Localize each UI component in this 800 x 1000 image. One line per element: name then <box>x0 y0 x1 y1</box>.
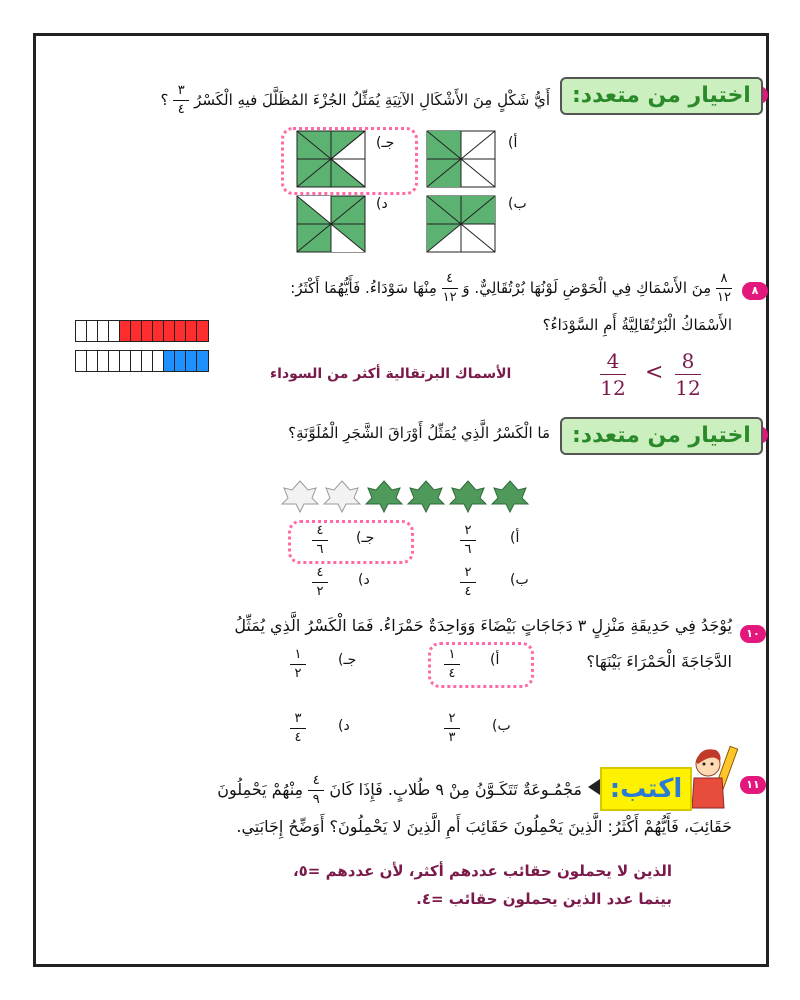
frac-num: ٢ <box>448 711 456 726</box>
question-9-text: مَا الْكَسْرُ الَّذِي يُمَثِّلُ أَوْرَاقَ الشَّجَرِ الْمُلَوَّنَةِ؟ <box>288 424 550 442</box>
frac-den: ٤ <box>448 666 456 681</box>
frac-num: ١ <box>294 647 302 662</box>
leaf-icon-green <box>408 481 444 512</box>
question-7-sentence: أَيُّ شَكْلٍ مِنَ الأَشْكَالِ الآتِيَةِ يُمَثِّلُ الجُزْءَ المُظَلَّلَ فيهِ الْكَسْرُ <box>194 91 550 109</box>
compare-right-fraction <box>675 350 701 399</box>
frac-num: ٤ <box>312 773 320 788</box>
option-label-d: د) <box>338 718 350 734</box>
leaf-icon-green <box>366 481 402 512</box>
frac-num: ٤ <box>446 271 454 286</box>
frac-num: 8 <box>681 349 695 373</box>
frac-num: ٤ <box>316 523 324 538</box>
frac-num: ١ <box>448 647 456 662</box>
fraction-figure-d <box>296 195 366 253</box>
frac-num: ٤ <box>316 565 324 580</box>
fish-strip-orange <box>75 320 209 342</box>
question-10-line1: يُوْجَدُ فِي حَدِيقَةِ مَنْزِلٍ ٣ دَجَاجَاتٍ بَيْضَاءَ وَوَاحِدَةٌ حَمْرَاءُ. فَمَا الْكَسْرُ الَّذِي يُمَثِّلُ <box>234 616 732 635</box>
option-b-fraction <box>460 566 476 599</box>
option-label-c: جـ) <box>338 652 357 668</box>
frac-den: ٤ <box>464 584 472 599</box>
arrow-icon <box>588 779 600 795</box>
question-7-text <box>161 84 550 117</box>
question-number-11: ١١ <box>740 776 766 794</box>
question-8-sentence-b: مِنْهَا سَوْدَاءُ. فَأَيُّهُمَا أَكْثَرُ: <box>290 279 437 297</box>
option-label-b: ب) <box>492 718 511 734</box>
question-8-answer: الأسماك البرتقالية أكثر من السوداء <box>270 366 512 382</box>
frac-den: ٩ <box>312 792 320 807</box>
frac-num: 4 <box>606 349 620 373</box>
frac-den: ٣ <box>448 730 456 745</box>
option-label-b: ب) <box>508 196 527 212</box>
fraction-figure-a <box>426 130 496 188</box>
question-11-answer-line2: بينما عدد الذين يحملون حقائب =٤. <box>416 890 672 908</box>
leaves-row <box>280 478 530 514</box>
question-mark: ؟ <box>160 91 169 109</box>
multiple-choice-tag: اختيار من متعدد: <box>560 417 763 455</box>
option-label-a: أ) <box>508 135 518 151</box>
fraction-figure-b <box>426 195 496 253</box>
compare-left-fraction <box>600 350 626 399</box>
fish-strip-black <box>75 350 209 372</box>
frac-den: ٦ <box>464 542 472 557</box>
fraction-figure-c <box>296 130 366 188</box>
leaf-icon-green <box>492 481 528 512</box>
option-c-fraction <box>290 648 306 681</box>
leaf-icon-outline <box>324 481 360 512</box>
compare-operator: < <box>645 360 664 385</box>
frac-num: ٣ <box>294 711 302 726</box>
question-11-sentence-b: مِنْهُمْ يَحْمِلُونَ <box>217 780 304 799</box>
option-d-fraction <box>312 566 328 599</box>
leaf-icon-green <box>450 481 486 512</box>
frac-num: ٣ <box>177 83 185 98</box>
frac-den: 12 <box>675 376 701 400</box>
question-11-sentence-a: مَجْمُـوعَةٌ تَتَكَـوَّنُ مِنْ ٩ طُلابٍ. فَإِذَا كَانَ <box>329 780 582 799</box>
option-label-b: ب) <box>510 572 529 588</box>
multiple-choice-tag: اختيار من متعدد: <box>560 77 763 115</box>
frac-den: ٦ <box>316 542 324 557</box>
option-label-d: د) <box>376 196 388 212</box>
question-10-line2: الدَّجَاجَةَ الْحَمْرَاءَ بَيْنَهَا؟ <box>586 652 732 671</box>
option-a-fraction <box>460 524 476 557</box>
frac-den: ١٢ <box>442 290 457 305</box>
frac-num: ٨ <box>720 271 728 286</box>
option-c-fraction <box>312 524 328 557</box>
frac-num: ٢ <box>464 523 472 538</box>
question-number-10: ١٠ <box>740 625 766 643</box>
option-label-a: أ) <box>490 652 500 668</box>
frac-den: ٢ <box>316 584 324 599</box>
write-tag <box>600 767 692 811</box>
frac-den: ٤ <box>177 102 185 117</box>
answer-highlight-c <box>288 520 414 564</box>
question-11-line2: حَقَائِبَ، فَأَيُّهُمْ أَكْثَرُ: الَّذِينَ يَحْمِلُونَ حَقَائِبَ أَمِ الَّذِينَ لا يَحْمِلُونَ؟ أَوَضِّحُ إِجَابَتِي. <box>236 817 732 836</box>
leaf-icon-outline <box>282 481 318 512</box>
question-8-sentence-a: مِنَ الأَسْمَاكِ فِي الْحَوْضِ لَوْنُهَا بُرْتُقَالِيٌّ. وَ <box>462 279 712 297</box>
pencil-girl-icon <box>686 742 742 814</box>
write-tag-label: اكتب: <box>609 774 683 804</box>
option-a-fraction <box>444 648 460 681</box>
option-label-a: أ) <box>510 530 520 546</box>
question-11-answer-line1: الذين لا يحملون حقائب عددهم أكثر، لأن عددهم =٥، <box>292 862 672 880</box>
frac-den: ٤ <box>294 730 302 745</box>
option-label-d: د) <box>358 572 370 588</box>
option-b-fraction <box>444 712 460 745</box>
frac-den: ١٢ <box>717 290 731 305</box>
frac-num: ٢ <box>464 565 472 580</box>
question-11-line1 <box>217 774 582 807</box>
question-8-line1 <box>290 272 732 305</box>
question-8-line2: الأَسْمَاكُ الْبُرْتُقَالِيَّةُ أَمِ السَّوْدَاءُ؟ <box>542 316 732 334</box>
option-label-c: جـ) <box>356 530 375 546</box>
question-number-8: ٨ <box>742 282 768 300</box>
option-label-c: جـ) <box>376 135 395 151</box>
frac-den: 12 <box>600 376 626 400</box>
option-d-fraction <box>290 712 306 745</box>
frac-den: ٢ <box>294 666 302 681</box>
